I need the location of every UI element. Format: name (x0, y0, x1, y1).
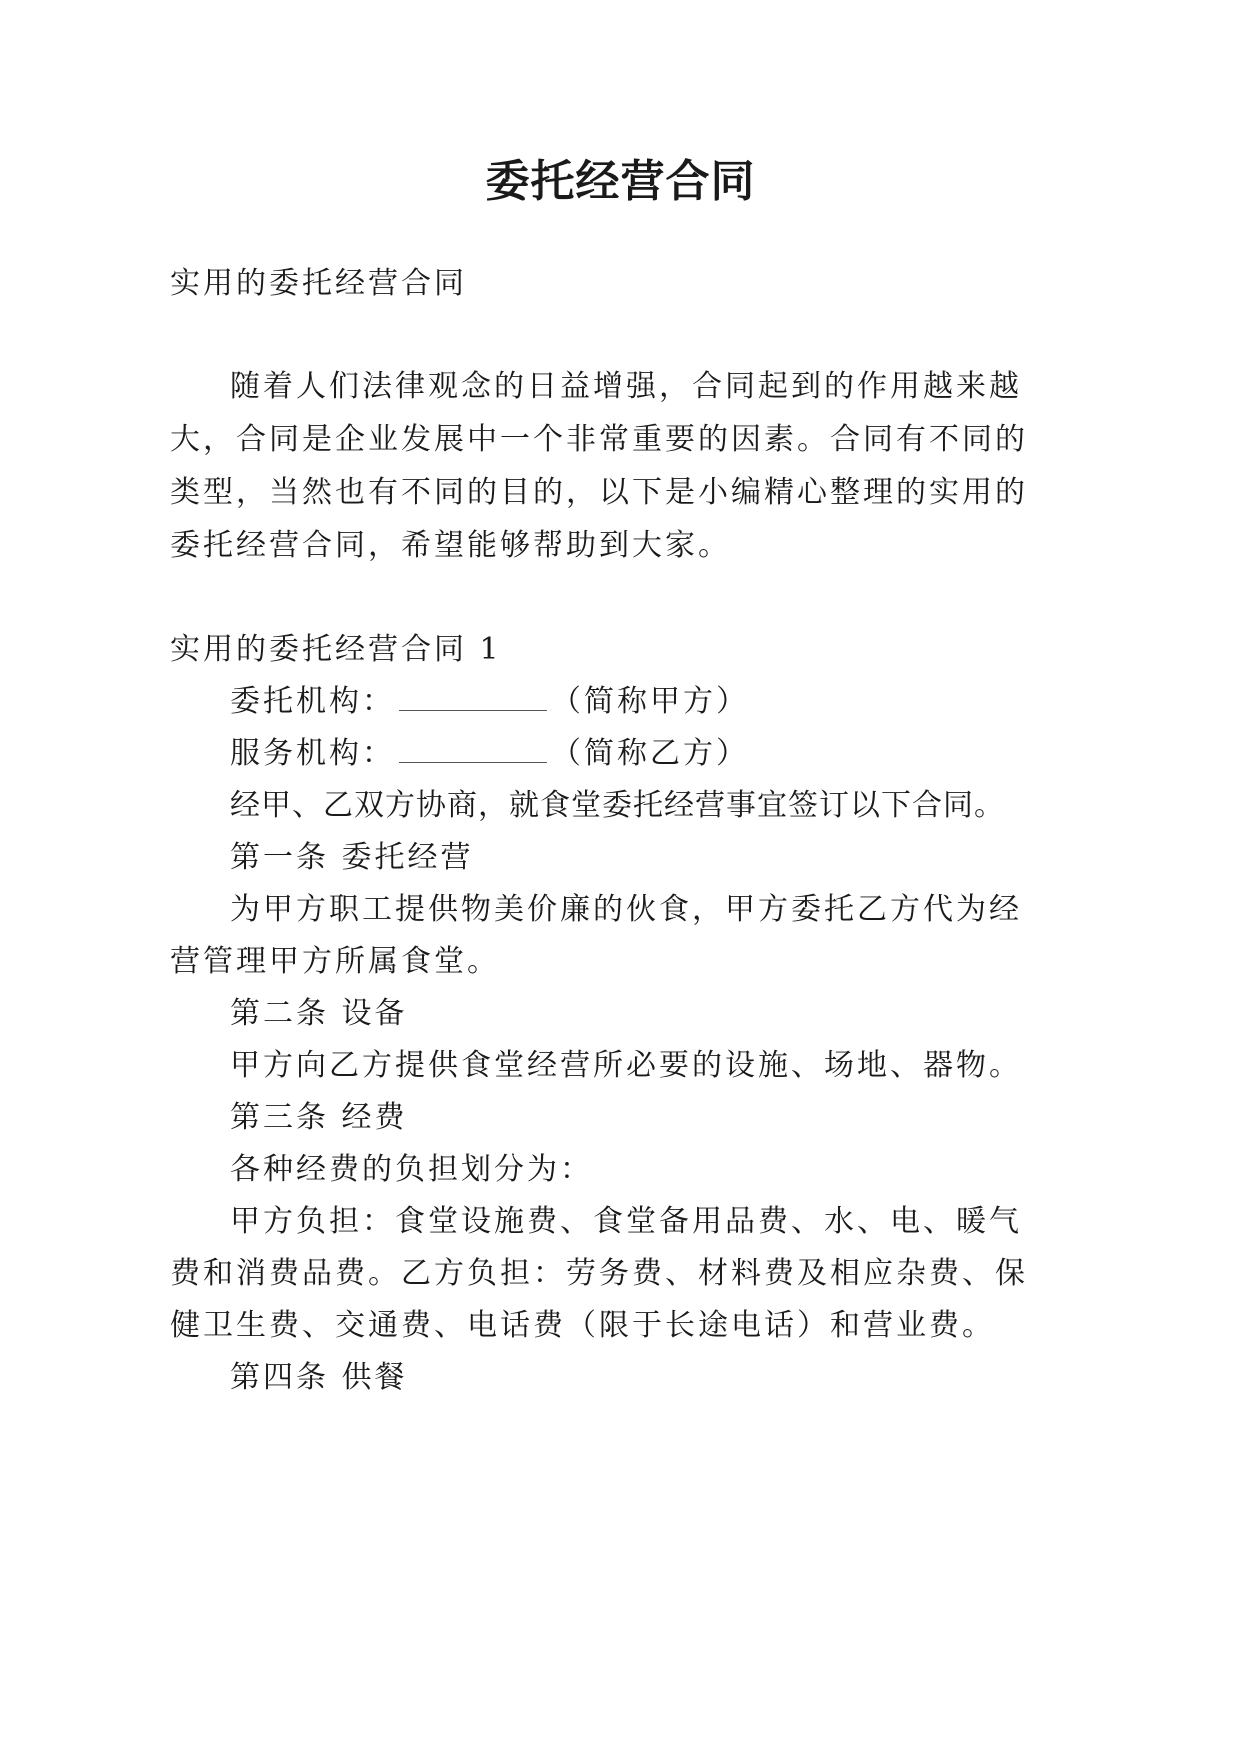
agreement-text: 经甲、乙双方协商，就食堂委托经营事宜签订以下合同。 (230, 788, 1005, 823)
party-a-blank (399, 682, 547, 711)
party-b-line (230, 734, 749, 774)
party-a-line (230, 682, 749, 722)
document-subtitle: 实用的委托经营合同 (170, 266, 467, 301)
party-b-label: 服务机构： (230, 736, 395, 771)
article-3-line-4: 健卫生费、交通费、电话费（限于长途电话）和营业费。 (170, 1308, 995, 1343)
party-a-label: 委托机构： (230, 684, 395, 719)
intro-line-2: 大，合同是企业发展中一个非常重要的因素。合同有不同的 (170, 422, 1028, 457)
article-1-line-1: 为甲方职工提供物美价廉的伙食，甲方委托乙方代为经 (230, 892, 1022, 927)
article-3-line-1: 各种经费的负担划分为： (230, 1152, 593, 1187)
article-1-line-2: 营管理甲方所属食堂。 (170, 944, 500, 979)
article-3-line-3: 费和消费品费。乙方负担：劳务费、材料费及相应杂费、保 (170, 1256, 1028, 1291)
article-2-line-1: 甲方向乙方提供食堂经营所必要的设施、场地、器物。 (230, 1048, 1022, 1083)
article-2-heading: 第二条 设备 (230, 996, 408, 1031)
article-4-heading: 第四条 供餐 (230, 1360, 408, 1395)
party-b-note: （简称乙方） (551, 736, 749, 771)
intro-line-4: 委托经营合同，希望能够帮助到大家。 (170, 528, 731, 563)
intro-line-3: 类型，当然也有不同的目的，以下是小编精心整理的实用的 (170, 475, 1028, 510)
document-title: 委托经营合同 (485, 156, 756, 207)
intro-line-1: 随着人们法律观念的日益增强，合同起到的作用越来越 (230, 369, 1022, 404)
party-b-blank (399, 734, 547, 763)
article-3-heading: 第三条 经费 (230, 1100, 408, 1135)
section-heading: 实用的委托经营合同 1 (170, 632, 502, 667)
article-3-line-2: 甲方负担：食堂设施费、食堂备用品费、水、电、暖气 (230, 1204, 1022, 1239)
party-a-note: （简称甲方） (551, 684, 749, 719)
article-1-heading: 第一条 委托经营 (230, 840, 474, 875)
